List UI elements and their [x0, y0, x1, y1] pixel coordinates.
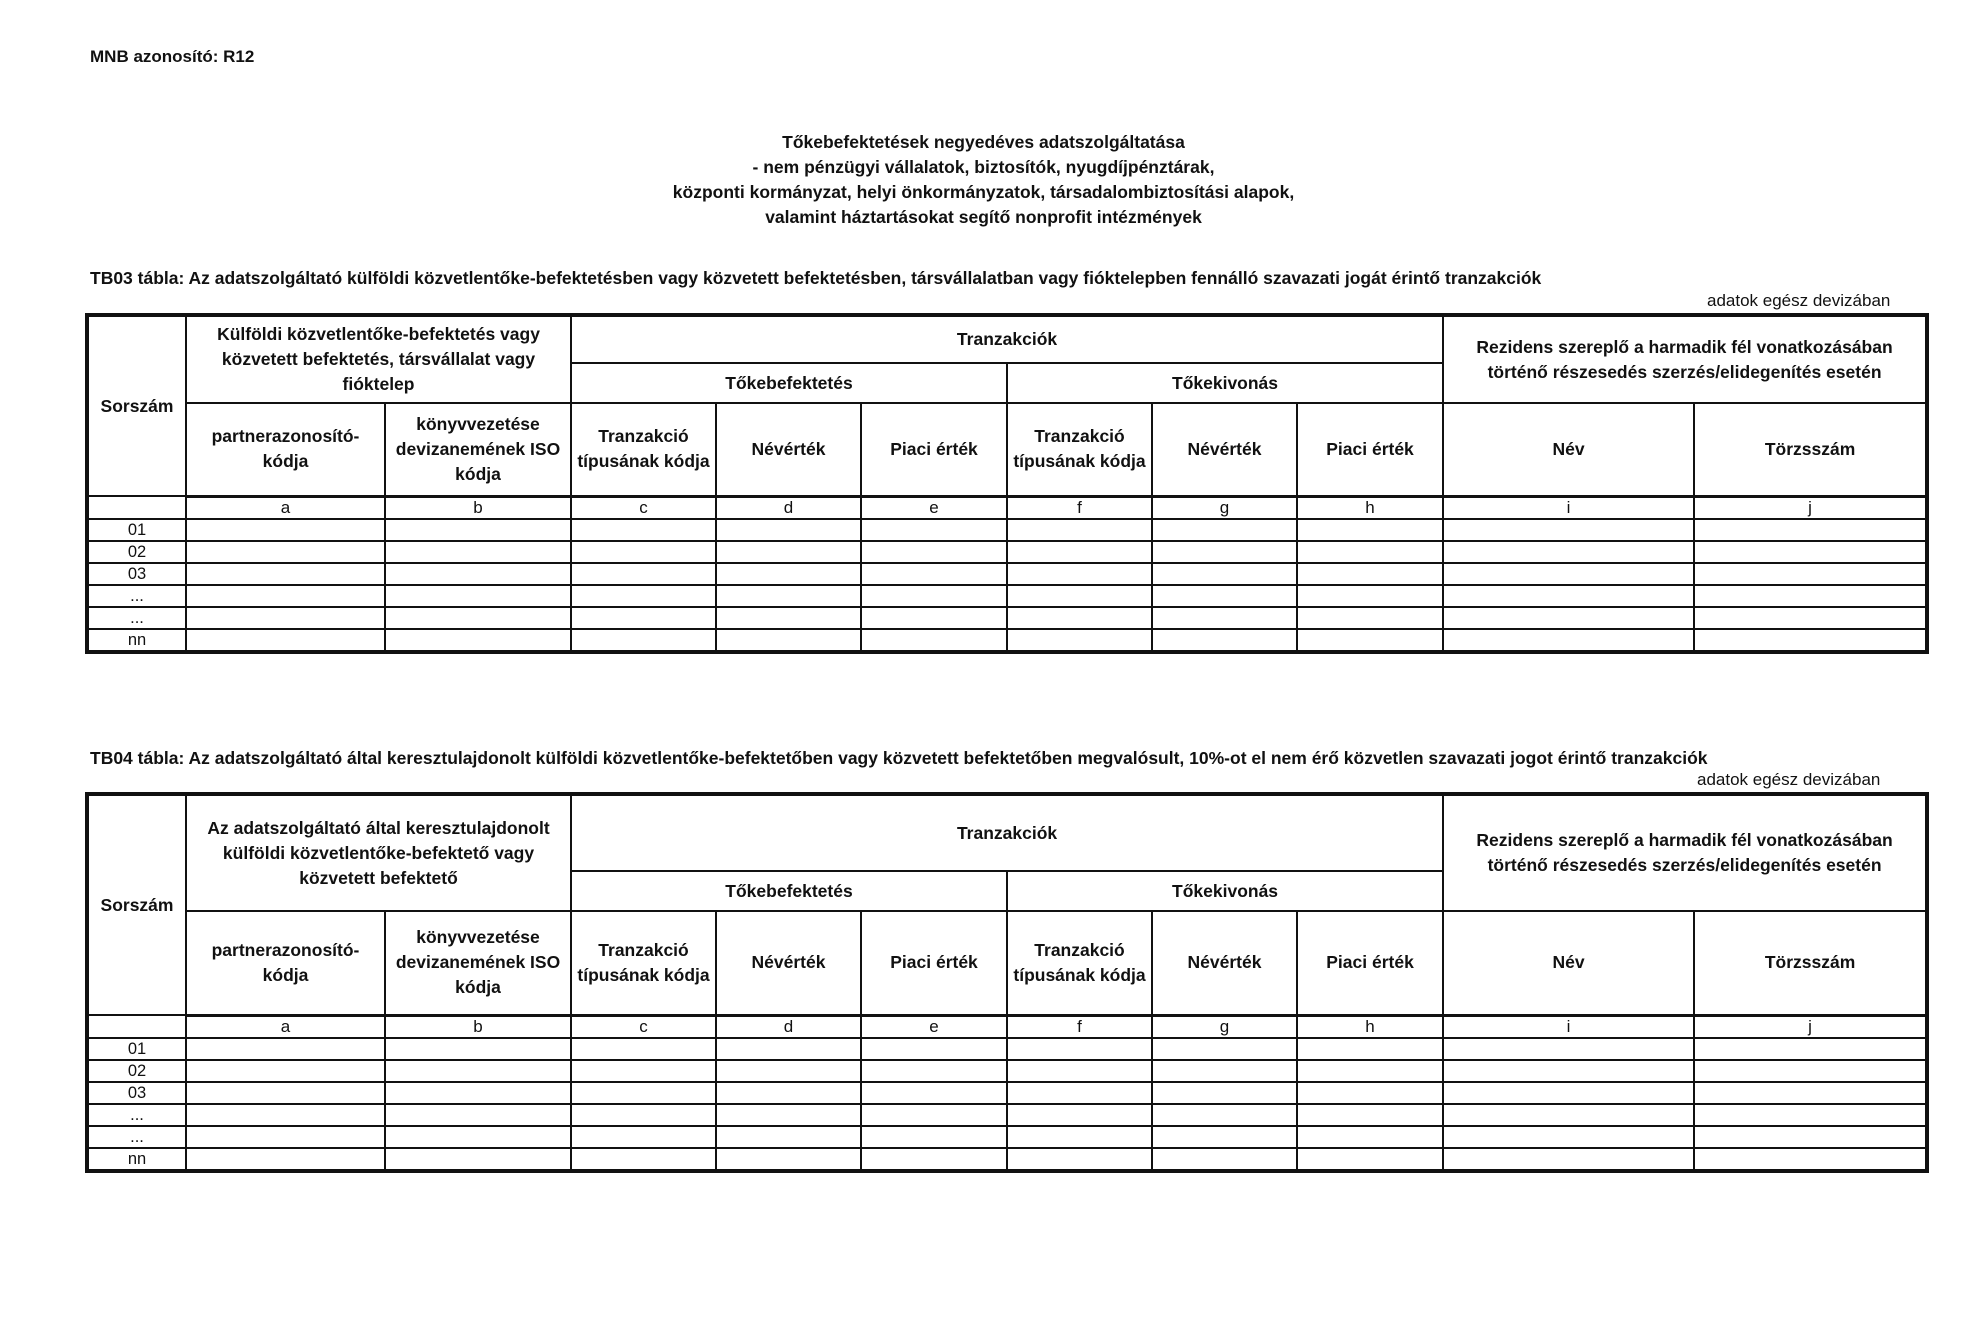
data-cell[interactable]	[571, 541, 716, 563]
data-cell[interactable]	[186, 607, 385, 629]
col-header-b: könyvvezetése devizanemének ISO kódja	[385, 911, 571, 1015]
data-cell[interactable]	[1694, 629, 1927, 652]
data-cell[interactable]	[571, 1060, 716, 1082]
letter-cell-empty	[87, 1015, 186, 1038]
data-cell[interactable]	[1297, 1104, 1443, 1126]
data-cell[interactable]	[1443, 1082, 1694, 1104]
data-cell[interactable]	[186, 1060, 385, 1082]
tb04-group-left-header: Az adatszolgáltató által keresztulajdonolt külföldi közvetlentőke-befektető vagy közvetett befektető	[186, 794, 571, 911]
data-cell[interactable]	[861, 1148, 1007, 1171]
data-cell[interactable]	[385, 563, 571, 585]
col-header-d: Névérték	[716, 403, 861, 496]
data-cell[interactable]	[1443, 585, 1694, 607]
sorszam-header: Sorszám	[87, 794, 186, 1015]
form-title-line: Tőkebefektetések negyedéves adatszolgáltatása	[782, 132, 1185, 152]
data-cell[interactable]	[716, 1148, 861, 1171]
letter-cell: a	[186, 1015, 385, 1038]
data-cell[interactable]	[385, 1060, 571, 1082]
data-cell[interactable]	[716, 585, 861, 607]
table-row	[87, 1148, 1927, 1171]
letter-cell: g	[1152, 496, 1297, 519]
col-header-a: partnerazonosító-kódja	[186, 911, 385, 1015]
tb03-unit-note: adatok egész devizában	[1707, 291, 1891, 310]
data-cell[interactable]	[385, 1038, 571, 1060]
data-cell[interactable]	[716, 519, 861, 541]
tb03-title: TB03 tábla: Az adatszolgáltató külföldi közvetlentőke-befektetésben vagy közvetett befektetésben, társvállalatban vagy fióktelepben fennálló szavazati jogát érintő tranzakciók	[90, 268, 1542, 288]
data-cell[interactable]	[861, 1060, 1007, 1082]
data-cell[interactable]	[716, 1060, 861, 1082]
data-cell[interactable]	[571, 1126, 716, 1148]
col-header-j: Törzsszám	[1694, 403, 1927, 496]
data-cell[interactable]	[861, 1126, 1007, 1148]
data-cell[interactable]	[571, 1082, 716, 1104]
rezidens-header: Rezidens szereplő a harmadik fél vonatkozásában történő részesedés szerzés/elidegenítés esetén	[1443, 794, 1927, 911]
data-cell[interactable]	[571, 1104, 716, 1126]
data-cell[interactable]	[716, 629, 861, 652]
data-cell[interactable]	[186, 519, 385, 541]
col-header-f: Tranzakció típusának kódja	[1007, 403, 1152, 496]
data-cell[interactable]	[1152, 541, 1297, 563]
data-cell[interactable]	[1443, 1038, 1694, 1060]
row-number: ...	[87, 607, 186, 629]
data-cell[interactable]	[1297, 519, 1443, 541]
row-number: 03	[87, 563, 186, 585]
row-number: 01	[87, 1038, 186, 1060]
data-cell[interactable]	[1694, 1126, 1927, 1148]
col-header-h: Piaci érték	[1297, 911, 1443, 1015]
data-cell[interactable]	[1297, 1060, 1443, 1082]
tb04-data-rows	[87, 1038, 1927, 1171]
data-cell[interactable]	[861, 563, 1007, 585]
data-cell[interactable]	[385, 1148, 571, 1171]
data-cell[interactable]	[186, 1038, 385, 1060]
data-cell[interactable]	[1007, 1082, 1152, 1104]
data-cell[interactable]	[385, 519, 571, 541]
data-cell[interactable]	[861, 585, 1007, 607]
letter-cell: d	[716, 496, 861, 519]
letter-cell-empty	[87, 496, 186, 519]
data-cell[interactable]	[1007, 541, 1152, 563]
row-number: nn	[87, 1148, 186, 1171]
data-cell[interactable]	[571, 563, 716, 585]
data-cell[interactable]	[1007, 1104, 1152, 1126]
data-cell[interactable]	[861, 629, 1007, 652]
rezidens-header: Rezidens szereplő a harmadik fél vonatkozásában történő részesedés szerzés/elidegenítés esetén	[1443, 315, 1927, 403]
data-cell[interactable]	[861, 1104, 1007, 1126]
data-cell[interactable]	[716, 1082, 861, 1104]
data-cell[interactable]	[861, 1082, 1007, 1104]
data-cell[interactable]	[1297, 1148, 1443, 1171]
row-number: ...	[87, 1104, 186, 1126]
data-cell[interactable]	[1152, 607, 1297, 629]
form-title-line: valamint háztartásokat segítő nonprofit intézmények	[765, 207, 1202, 227]
letter-cell: h	[1297, 496, 1443, 519]
data-cell[interactable]	[861, 541, 1007, 563]
data-cell[interactable]	[571, 585, 716, 607]
form-title-line: központi kormányzat, helyi önkormányzatok, társadalombiztosítási alapok,	[672, 182, 1295, 202]
data-cell[interactable]	[1152, 519, 1297, 541]
data-cell[interactable]	[1297, 1082, 1443, 1104]
col-header-b: könyvvezetése devizanemének ISO kódja	[385, 403, 571, 496]
data-cell[interactable]	[1443, 563, 1694, 585]
data-cell[interactable]	[1443, 541, 1694, 563]
data-cell[interactable]	[571, 629, 716, 652]
data-cell[interactable]	[186, 1148, 385, 1171]
tb03-group-left-header: Külföldi közvetlentőke-befektetés vagy közvetett befektetés, társvállalat vagy fióktelep	[186, 315, 571, 403]
table-row	[87, 1060, 1927, 1082]
data-cell[interactable]	[186, 1104, 385, 1126]
row-number: ...	[87, 585, 186, 607]
data-cell[interactable]	[716, 541, 861, 563]
data-cell[interactable]	[1297, 1038, 1443, 1060]
data-cell[interactable]	[1694, 541, 1927, 563]
data-cell[interactable]	[1007, 1060, 1152, 1082]
data-cell[interactable]	[385, 1104, 571, 1126]
col-header-i: Név	[1443, 911, 1694, 1015]
data-cell[interactable]	[1152, 563, 1297, 585]
data-cell[interactable]	[571, 519, 716, 541]
data-cell[interactable]	[385, 585, 571, 607]
data-cell[interactable]	[716, 1104, 861, 1126]
data-cell[interactable]	[1297, 563, 1443, 585]
data-cell[interactable]	[571, 607, 716, 629]
row-number: ...	[87, 1126, 186, 1148]
tb04-unit-note: adatok egész devizában	[1697, 770, 1881, 789]
letter-cell: d	[716, 1015, 861, 1038]
data-cell[interactable]	[1297, 541, 1443, 563]
data-cell[interactable]	[1152, 1060, 1297, 1082]
letter-cell: j	[1694, 496, 1927, 519]
data-cell[interactable]	[1152, 1148, 1297, 1171]
form-title-line: - nem pénzügyi vállalatok, biztosítók, nyugdíjpénztárak,	[752, 157, 1215, 177]
data-cell[interactable]	[1152, 629, 1297, 652]
data-cell[interactable]	[385, 629, 571, 652]
data-cell[interactable]	[1694, 1104, 1927, 1126]
table-row	[87, 629, 1927, 652]
table-row	[87, 1038, 1927, 1060]
letter-cell: c	[571, 496, 716, 519]
data-cell[interactable]	[1152, 1082, 1297, 1104]
letter-cell: j	[1694, 1015, 1927, 1038]
data-cell[interactable]	[1694, 1148, 1927, 1171]
data-cell[interactable]	[861, 1038, 1007, 1060]
data-cell[interactable]	[1297, 607, 1443, 629]
col-header-j: Törzsszám	[1694, 911, 1927, 1015]
letter-cell: g	[1152, 1015, 1297, 1038]
row-number: 03	[87, 1082, 186, 1104]
data-cell[interactable]	[1443, 607, 1694, 629]
data-cell[interactable]	[1152, 585, 1297, 607]
table-row	[87, 1126, 1927, 1148]
table-row	[87, 585, 1927, 607]
data-cell[interactable]	[186, 563, 385, 585]
letter-cell: b	[385, 496, 571, 519]
col-header-c: Tranzakció típusának kódja	[571, 403, 716, 496]
data-cell[interactable]	[1694, 585, 1927, 607]
data-cell[interactable]	[1443, 1148, 1694, 1171]
tokebefektetes-header: Tőkebefektetés	[571, 363, 1007, 403]
data-cell[interactable]	[186, 541, 385, 563]
data-cell[interactable]	[186, 1126, 385, 1148]
letter-cell: i	[1443, 1015, 1694, 1038]
data-cell[interactable]	[1152, 1038, 1297, 1060]
data-cell[interactable]	[1443, 629, 1694, 652]
data-cell[interactable]	[1297, 585, 1443, 607]
tokebefektetes-header: Tőkebefektetés	[571, 871, 1007, 911]
data-cell[interactable]	[186, 585, 385, 607]
table-row	[87, 519, 1927, 541]
table-row	[87, 541, 1927, 563]
data-cell[interactable]	[571, 1038, 716, 1060]
col-header-f: Tranzakció típusának kódja	[1007, 911, 1152, 1015]
col-header-c: Tranzakció típusának kódja	[571, 911, 716, 1015]
data-cell[interactable]	[1443, 519, 1694, 541]
data-cell[interactable]	[186, 629, 385, 652]
data-cell[interactable]	[1007, 1038, 1152, 1060]
data-cell[interactable]	[1694, 519, 1927, 541]
form-title	[0, 130, 1967, 230]
data-cell[interactable]	[1007, 1126, 1152, 1148]
sorszam-header: Sorszám	[87, 315, 186, 496]
data-cell[interactable]	[1694, 607, 1927, 629]
row-number: 01	[87, 519, 186, 541]
data-cell[interactable]	[1694, 1038, 1927, 1060]
row-number: 02	[87, 541, 186, 563]
col-header-h: Piaci érték	[1297, 403, 1443, 496]
table-row	[87, 563, 1927, 585]
tokekivonas-header: Tőkekivonás	[1007, 871, 1443, 911]
col-header-a: partnerazonosító-kódja	[186, 403, 385, 496]
data-cell[interactable]	[1007, 1148, 1152, 1171]
tokekivonas-header: Tőkekivonás	[1007, 363, 1443, 403]
data-cell[interactable]	[1443, 1126, 1694, 1148]
tranzakciok-header: Tranzakciók	[571, 315, 1443, 363]
data-cell[interactable]	[1443, 1060, 1694, 1082]
data-cell[interactable]	[1694, 563, 1927, 585]
tranzakciok-header: Tranzakciók	[571, 794, 1443, 871]
mnb-identifier: MNB azonosító: R12	[90, 47, 255, 66]
data-cell[interactable]	[1297, 629, 1443, 652]
data-cell[interactable]	[385, 607, 571, 629]
letter-cell: h	[1297, 1015, 1443, 1038]
data-cell[interactable]	[716, 563, 861, 585]
data-cell[interactable]	[1152, 1126, 1297, 1148]
letter-cell: a	[186, 496, 385, 519]
data-cell[interactable]	[1694, 1060, 1927, 1082]
data-cell[interactable]	[1297, 1126, 1443, 1148]
data-cell[interactable]	[1007, 607, 1152, 629]
col-header-i: Név	[1443, 403, 1694, 496]
table-row	[87, 607, 1927, 629]
tb03-table	[85, 313, 1929, 654]
tb03-data-rows	[87, 519, 1927, 652]
letter-cell: f	[1007, 496, 1152, 519]
data-cell[interactable]	[861, 607, 1007, 629]
data-cell[interactable]	[861, 519, 1007, 541]
data-cell[interactable]	[716, 1126, 861, 1148]
row-number: nn	[87, 629, 186, 652]
letter-cell: f	[1007, 1015, 1152, 1038]
data-cell[interactable]	[385, 1082, 571, 1104]
data-cell[interactable]	[1443, 1104, 1694, 1126]
data-cell[interactable]	[385, 541, 571, 563]
data-cell[interactable]	[1007, 629, 1152, 652]
data-cell[interactable]	[186, 1082, 385, 1104]
letter-cell: i	[1443, 496, 1694, 519]
tb04-title: TB04 tábla: Az adatszolgáltató által keresztulajdonolt külföldi közvetlentőke-befektetőben vagy közvetett befektetőben megvalósult, 10%-ot el nem érő közvetlen szavazati jogot érintő tranzakciók	[90, 748, 1708, 768]
letter-cell: e	[861, 1015, 1007, 1038]
tb04-table	[85, 792, 1929, 1173]
col-header-e: Piaci érték	[861, 403, 1007, 496]
row-number: 02	[87, 1060, 186, 1082]
data-cell[interactable]	[385, 1126, 571, 1148]
table-row	[87, 1082, 1927, 1104]
data-cell[interactable]	[1007, 519, 1152, 541]
letter-cell: b	[385, 1015, 571, 1038]
letter-cell: c	[571, 1015, 716, 1038]
col-header-d: Névérték	[716, 911, 861, 1015]
data-cell[interactable]	[1007, 585, 1152, 607]
table-row	[87, 1104, 1927, 1126]
col-header-g: Névérték	[1152, 911, 1297, 1015]
data-cell[interactable]	[571, 1148, 716, 1171]
data-cell[interactable]	[716, 1038, 861, 1060]
data-cell[interactable]	[716, 607, 861, 629]
letter-cell: e	[861, 496, 1007, 519]
data-cell[interactable]	[1007, 563, 1152, 585]
col-header-g: Névérték	[1152, 403, 1297, 496]
col-header-e: Piaci érték	[861, 911, 1007, 1015]
data-cell[interactable]	[1152, 1104, 1297, 1126]
data-cell[interactable]	[1694, 1082, 1927, 1104]
